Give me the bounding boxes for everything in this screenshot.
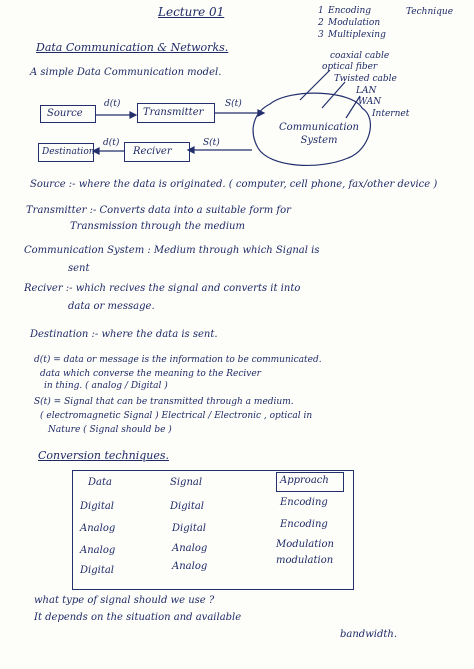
conversion-title: Conversion techniques. [38,449,170,462]
technique-number-3: 3 [318,30,324,40]
definition-transmitter: Transmitter :- Converts data into a suitable form for [26,205,291,216]
destination-box [38,143,94,162]
definition-transmitter-cont: Transmission through the medium [70,221,245,232]
technique-number-1: 1 [318,6,324,16]
page-subheading: A simple Data Communication model. [30,67,222,78]
media-lan: LAN [356,86,377,96]
conversion-row4-signal: Analog [172,561,208,572]
definition-receiver-cont: data or message. [68,301,155,312]
footer-answer-cont: bandwidth. [340,629,398,640]
page-heading: Data Communication & Networks. [36,41,229,54]
conversion-row2-data: Analog [80,523,116,534]
note-signal-sub2: Nature ( Signal should be ) [48,425,172,435]
transmitter-label: Transmitter [143,107,204,118]
source-label: Source [47,108,83,119]
media-internet: Internet [372,109,410,119]
footer-answer: It depends on the situation and available [34,612,242,623]
communication-system-label: Communication System [279,122,359,146]
conversion-header-signal: Signal [170,477,203,488]
receiver-box [124,142,190,162]
technique-item-2: Modulation [328,18,381,28]
technique-label: Technique [406,7,454,17]
conversion-header-data: Data [88,477,112,488]
definition-receiver: Reciver :- which recives the signal and converts it into [24,283,301,294]
conversion-row3-data: Analog [80,545,116,556]
note-data-definition: d(t) = data or message is the information to be communicated. [34,355,322,365]
conversion-row4-data: Digital [80,565,114,576]
conversion-row3-approach: Modulation [276,539,334,550]
conversion-row1-signal: Digital [170,501,204,512]
note-signal-definition: S(t) = Signal that can be transmitted through a medium. [34,397,294,407]
signal-dt-bottom: d(t) [103,138,120,148]
technique-item-1: Encoding [328,6,372,16]
conversion-row4-approach: modulation [276,555,334,566]
receiver-label: Reciver [133,146,172,157]
definition-destination: Destination :- where the data is sent. [30,329,218,340]
footer-question: what type of signal should we use ? [34,595,215,606]
conversion-row2-signal: Digital [172,523,206,534]
transmitter-box [137,103,215,123]
note-data-sub1: data which converse the meaning to the Reciver [40,369,261,379]
conversion-row2-approach: Encoding [280,519,328,530]
definition-communication-system: Communication System : Medium through which Signal is [24,245,320,256]
lecture-title: Lecture 01 [158,5,225,19]
definition-source: Source :- where the data is originated. ( computer, cell phone, fax/other device ) [30,179,438,190]
media-twisted: Twisted cable [334,74,397,84]
technique-item-3: Multiplexing [328,30,386,40]
conversion-header-approach: Approach [280,475,329,486]
conversion-row1-approach: Encoding [280,497,328,508]
technique-number-2: 2 [318,18,324,28]
conversion-row3-signal: Analog [172,543,208,554]
signal-st-bottom: S(t) [203,138,220,148]
media-wan: WAN [358,97,382,107]
conversion-row1-data: Digital [80,501,114,512]
media-optical: optical fiber [322,62,378,72]
destination-label: Destination [42,147,95,157]
definition-communication-system-cont: sent [68,263,90,274]
note-signal-sub1: ( electromagnetic Signal ) Electrical / Electronic , optical in [40,411,313,421]
media-coaxial: coaxial cable [330,51,390,61]
note-data-sub2: in thing. ( analog / Digital ) [44,381,168,391]
source-box [40,105,96,123]
signal-st-top: S(t) [225,99,242,109]
signal-dt-top: d(t) [104,99,121,109]
